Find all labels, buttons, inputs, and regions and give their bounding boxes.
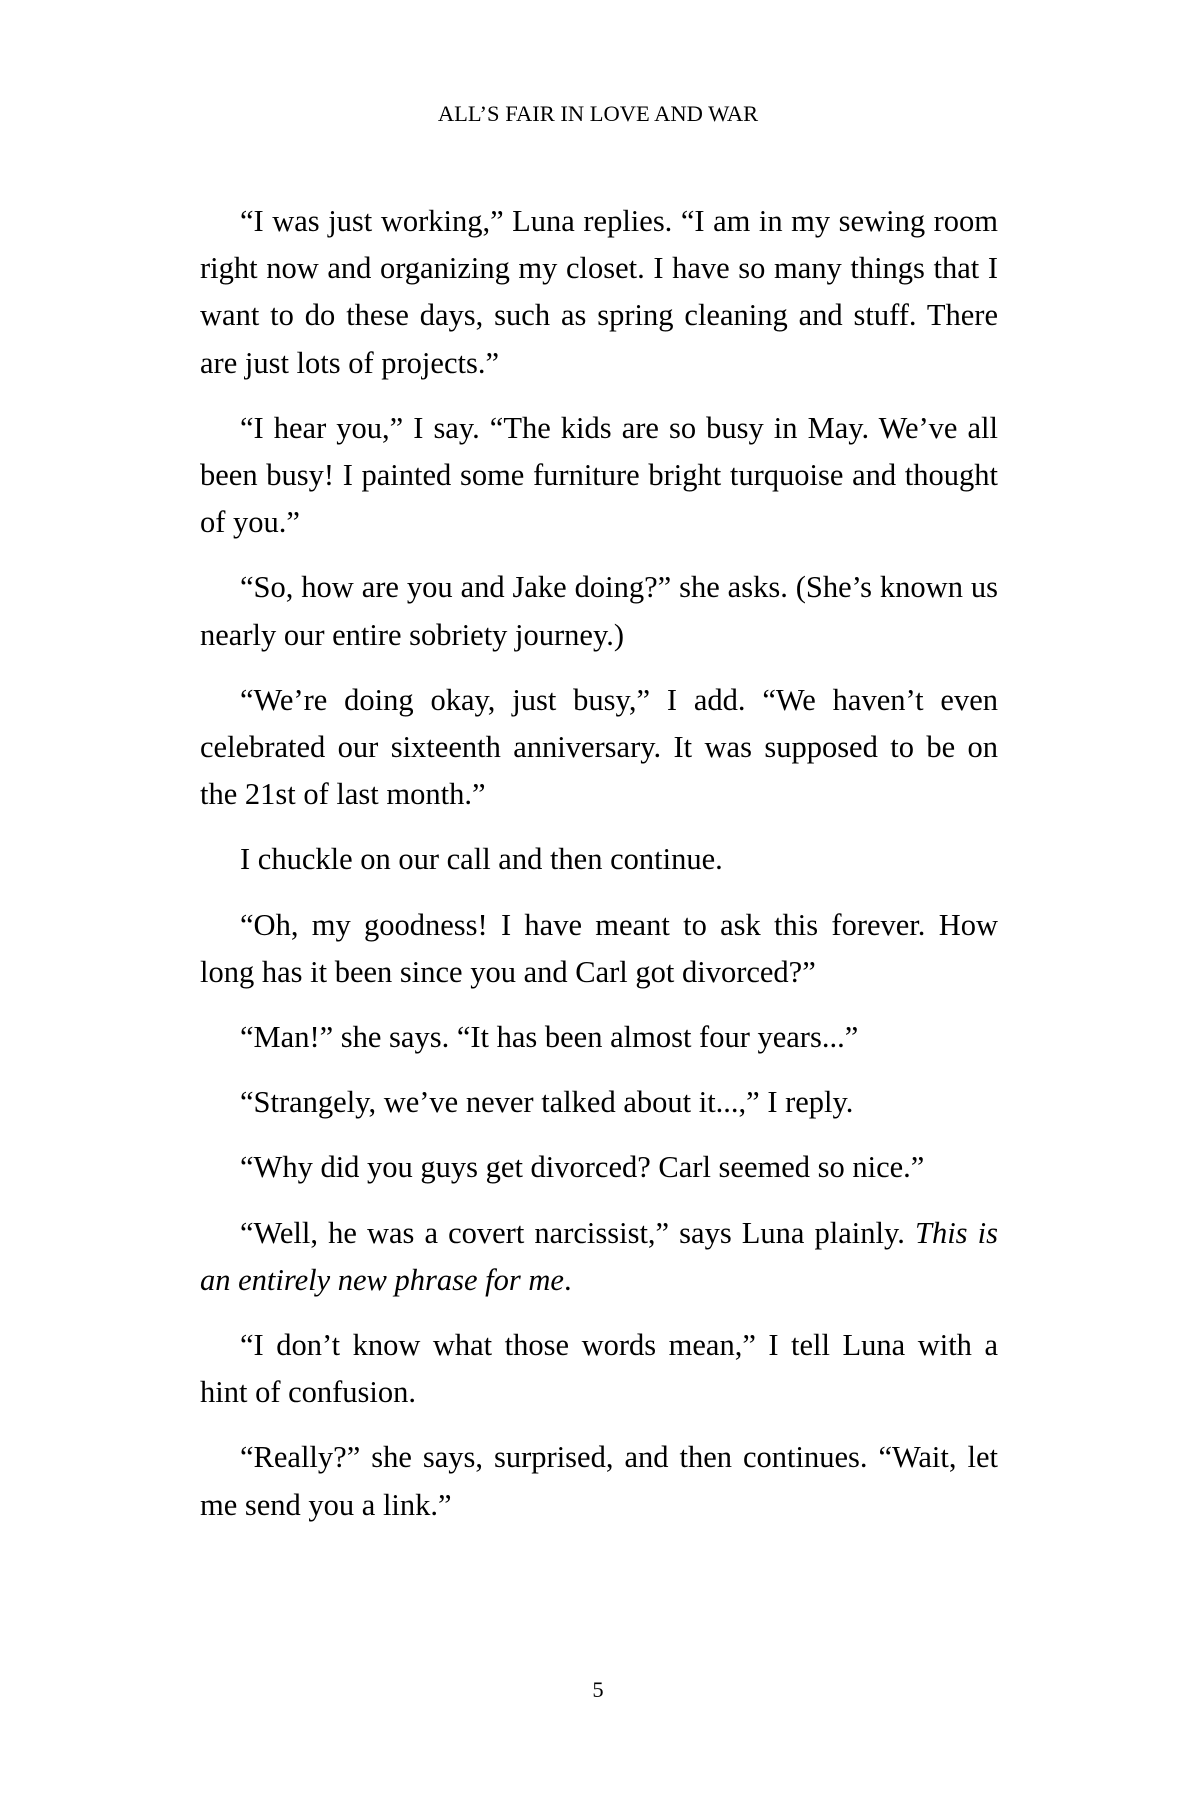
paragraph: “Really?” she says, surprised, and then continues. “Wait, let me send you a link.” [200, 1440, 998, 1522]
paragraph: “So, how are you and Jake doing?” she asks. (She’s known us nearly our entire sobriety journey.) [200, 570, 998, 652]
italic-thought: This is an entirely new phrase for me [200, 1215, 998, 1297]
paragraph: “Strangely, we’ve never talked about it...,” I reply. [240, 1085, 854, 1120]
paragraph: “I was just working,” Luna replies. “I am in my sewing room right now and organizing my closet. I have so many things that I want to do these days, such as spring cleaning and stuff. There are just lots of projects.” [200, 204, 998, 380]
running-header: ALL’S FAIR IN LOVE AND WAR [437, 101, 759, 126]
paragraph-text: “Well, he was a covert narcissist,” says Luna plainly. [240, 1215, 915, 1250]
paragraph: “Why did you guys get divorced? Carl seemed so nice.” [240, 1150, 925, 1185]
page-number: 5 [592, 1677, 604, 1702]
paragraph-with-italic [200, 1210, 998, 1304]
paragraph: I chuckle on our call and then continue. [240, 842, 723, 877]
paragraph: “I hear you,” I say. “The kids are so busy in May. We’ve all been busy! I painted some furniture bright turquoise and thought of you.” [200, 410, 998, 540]
paragraph: “Man!” she says. “It has been almost four years...” [240, 1020, 859, 1055]
paragraph: “We’re doing okay, just busy,” I add. “We haven’t even celebrated our sixteenth anniversary. It was supposed to be on the 21st of last month.” [200, 682, 998, 812]
paragraph: “I don’t know what those words mean,” I tell Luna with a hint of confusion. [200, 1328, 998, 1410]
paragraph: “Oh, my goodness! I have meant to ask this forever. How long has it been since you and Carl got divorced?” [200, 907, 998, 989]
body-text [200, 198, 998, 1547]
paragraph-punctuation: . [563, 1262, 572, 1297]
